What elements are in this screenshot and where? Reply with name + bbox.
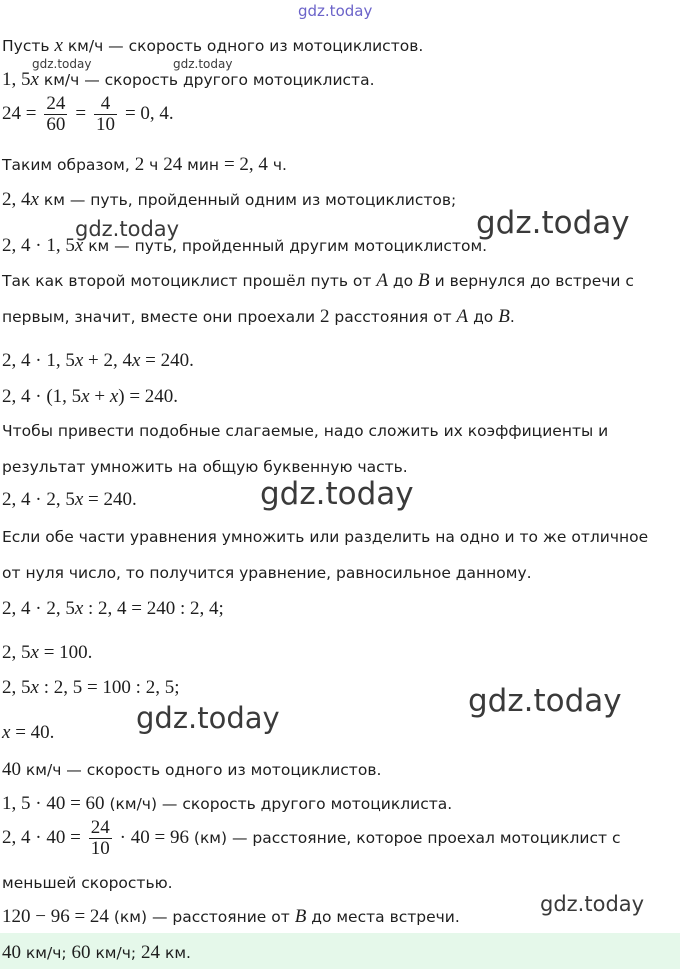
watermark-top: gdz.today [298,2,373,20]
solution-line-fraction: 2, 4 · 40 = $\frac{24}{10}$ · 40 = 96 (км) — расстояние, которое проехал мотоциклист с [2,817,621,859]
solution-line: Таким образом, 2 ч 24 мин = 2, 4 ч. [2,154,287,175]
watermark: gdz.today [136,701,280,735]
solution-line: меньшей скоростью. [2,874,173,892]
solution-line: Так как второй мотоциклист прошёл путь от A до B и вернулся до встречи с [2,270,634,291]
watermark: gdz.today [75,217,180,241]
watermark: gdz.today [260,476,414,512]
solution-line: 1, 5 · 40 = 60 (км/ч) — скорость другого мотоциклиста. [2,793,453,814]
watermark-small: gdz.today [173,57,233,71]
answer-line: 40 км/ч; 60 км/ч; 24 км. [2,942,191,963]
watermark-small: gdz.today [32,57,92,71]
solution-line: Если обе части уравнения умножить или разделить на одно и то же отличное [2,528,649,546]
solution-line: 2, 5x = 100. [2,642,93,663]
solution-line: 2, 5x : 2, 5 = 100 : 2, 5; [2,677,180,698]
solution-line: 40 км/ч — скорость одного из мотоциклистов. [2,759,382,780]
solution-line: Пусть x км/ч — скорость одного из мотоциклистов. [2,35,424,56]
solution-line: 1, 5x км/ч — скорость другого мотоциклиста. [2,69,375,90]
solution-line: 2, 4 · 2, 5x : 2, 4 = 240 : 2, 4; [2,598,224,619]
fraction: $\frac{24}{60}$ [46,93,66,135]
watermark: gdz.today [540,892,645,916]
solution-line: Чтобы привести подобные слагаемые, надо сложить их коэффициенты и [2,422,609,440]
solution-line: x = 40. [2,722,55,743]
fraction: $\frac{24}{10}$ [90,817,110,859]
watermark: gdz.today [468,683,622,719]
solution-line: 2, 4 · 1, 5x + 2, 4x = 240. [2,350,194,371]
solution-line: от нуля число, то получится уравнение, равносильное данному. [2,564,532,582]
solution-line: первым, значит, вместе они проехали 2 расстояния от A до B. [2,306,515,327]
solution-line: 2, 4 · 2, 5x = 240. [2,489,137,510]
fraction: $\frac{4}{10}$ [96,93,115,135]
solution-line: результат умножить на общую буквенную часть. [2,458,408,476]
watermark: gdz.today [476,205,630,241]
solution-line-fraction: 24 = $\frac{24}{60}$ = $\frac{4}{10}$ = 0, 4. [2,93,174,135]
solution-line: 2, 4 · 1, 5x км — путь, пройденный другим мотоциклистом. [2,235,488,256]
solution-line: 2, 4 · (1, 5x + x) = 240. [2,386,179,407]
solution-line: 120 − 96 = 24 (км) — расстояние от B до места встречи. [2,906,460,927]
solution-line: 2, 4x км — путь, пройденный одним из мотоциклистов; [2,189,457,210]
